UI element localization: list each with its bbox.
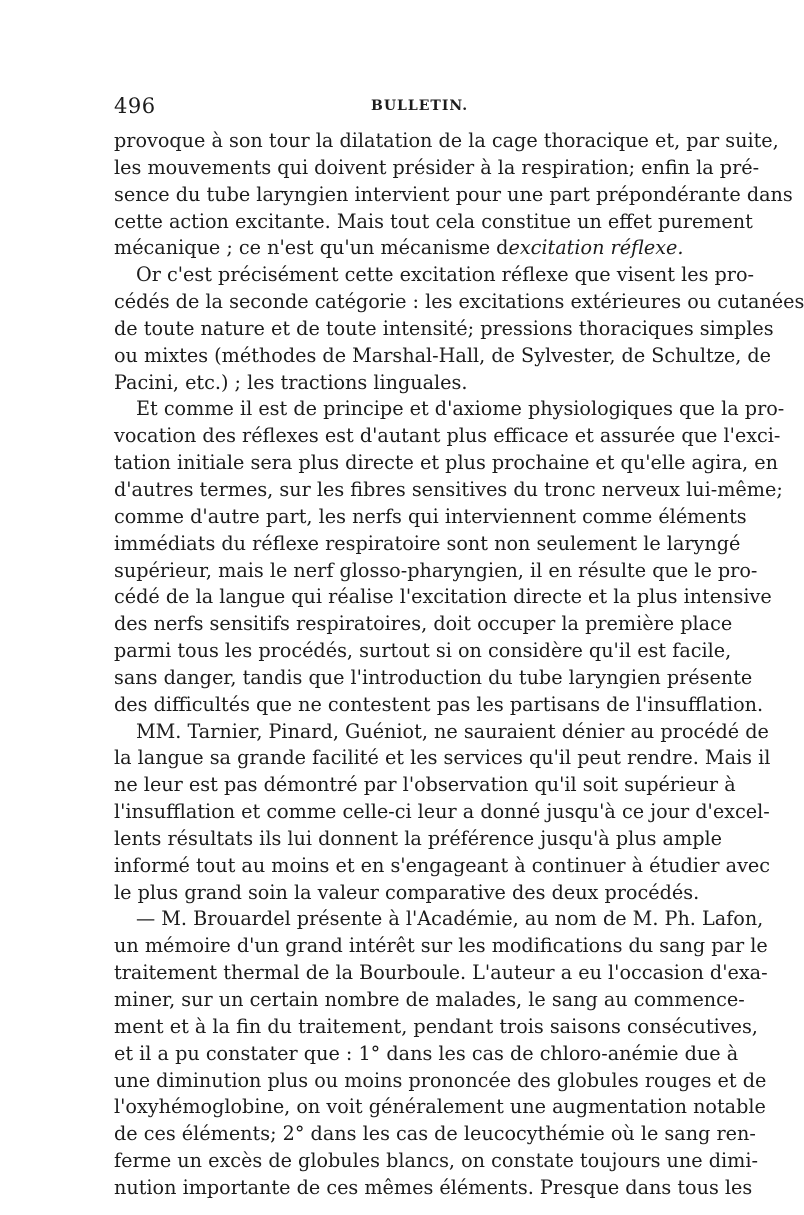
body-text — [114, 128, 804, 1202]
text-line: informé tout au moins et en s'engageant à continuer à étudier avec — [114, 853, 771, 877]
page-number: 496 — [114, 94, 156, 118]
text-line — [114, 235, 686, 262]
text-line: des nerfs sensitifs respiratoires, doit occuper la première place — [114, 612, 733, 636]
paragraph-start: Et comme il est de principe et d'axiome physiologiques que la pro- — [136, 397, 785, 421]
paragraph-start: Or c'est précisément cette excitation réflexe que visent les pro- — [136, 263, 755, 287]
text-line: de toute nature et de toute intensité; pressions thoraciques simples — [114, 316, 774, 340]
text-line: sence du tube laryngien intervient pour une part prépondérante dans — [114, 182, 793, 206]
running-head: BULLETIN. — [371, 98, 469, 114]
text-line: supérieur, mais le nerf glosso-pharyngien, il en résulte que le pro- — [114, 558, 758, 582]
text-line: ou mixtes (méthodes de Marshal-Hall, de Sylvester, de Schultze, de — [114, 343, 772, 367]
text-line: cédé de la langue qui réalise l'excitation directe et la plus intensive — [114, 585, 772, 609]
text-line: sans danger, tandis que l'introduction du tube laryngien présente — [114, 665, 753, 689]
text-line: parmi tous les procédés, surtout si on considère qu'il est facile, — [114, 639, 732, 663]
text-line: et il a pu constater que : 1° dans les cas de chloro-anémie due à — [114, 1041, 739, 1065]
text-line: comme d'autre part, les nerfs qui interviennent comme éléments — [114, 504, 747, 528]
text-line: vocation des réflexes est d'autant plus efficace et assurée que l'exci- — [114, 424, 781, 448]
text-line: ferme un excès de globules blancs, on constate toujours une dimi- — [114, 1149, 758, 1173]
text-line: le plus grand soin la valeur comparative des deux procédés. — [114, 880, 700, 904]
text-line: d'autres termes, sur les fibres sensitives du tronc nerveux lui-même; — [114, 477, 783, 501]
text-line: lents résultats ils lui donnent la préférence jusqu'à plus ample — [114, 826, 722, 850]
text-line: cédés de la seconde catégorie : les excitations extérieures ou cutanées — [114, 290, 804, 314]
text-line: un mémoire d'un grand intérêt sur les modifications du sang par le — [114, 934, 768, 958]
paragraph-start: MM. Tarnier, Pinard, Guéniot, ne sauraient dénier au procédé de — [136, 719, 769, 743]
text-line: miner, sur un certain nombre de malades, le sang au commence- — [114, 988, 745, 1011]
page-header — [114, 94, 686, 120]
text-line: les mouvements qui doivent présider à la respiration; enfin la pré- — [114, 155, 760, 179]
text-line: Pacini, etc.) ; les tractions linguales. — [114, 370, 468, 394]
text-line: provoque à son tour la dilatation de la cage thoracique et, par suite, — [114, 129, 779, 152]
italic-phrase: excitation réflexe. — [508, 236, 684, 260]
text-line: une diminution plus ou moins prononcée des globules rouges et de — [114, 1068, 767, 1092]
text-line: tation initiale sera plus directe et plus prochaine et qu'elle agira, en — [114, 451, 778, 475]
text-line: nution importante de ces mêmes éléments. Presque dans tous les — [114, 1175, 753, 1199]
paragraph-start: — M. Brouardel présente à l'Académie, au nom de M. Ph. Lafon, — [136, 907, 764, 931]
text-line: l'insufflation et comme celle-ci leur a donné jusqu'à ce jour d'excel- — [114, 800, 770, 824]
text-line: ne leur est pas démontré par l'observation qu'il soit supérieur à — [114, 773, 736, 797]
text-line: de ces éléments; 2° dans les cas de leucocythémie où le sang ren- — [114, 1122, 756, 1146]
text-line: l'oxyhémoglobine, on voit généralement une augmentation notable — [114, 1095, 766, 1119]
text-line: traitement thermal de la Bourboule. L'auteur a eu l'occasion d'exa- — [114, 961, 768, 985]
text-line: des difficultés que ne contestent pas les partisans de l'insufflation. — [114, 692, 764, 716]
text-run: mécanique ; ce n'est qu'un mécanisme d — [114, 236, 509, 260]
text-line: immédiats du réflexe respiratoire sont non seulement le laryngé — [114, 531, 741, 555]
text-line: ment et à la fin du traitement, pendant trois saisons consécutives, — [114, 1014, 758, 1038]
text-line: la langue sa grande facilité et les services qu'il peut rendre. Mais il — [114, 746, 771, 770]
text-line: cette action excitante. Mais tout cela constitue un effet purement — [114, 209, 753, 233]
